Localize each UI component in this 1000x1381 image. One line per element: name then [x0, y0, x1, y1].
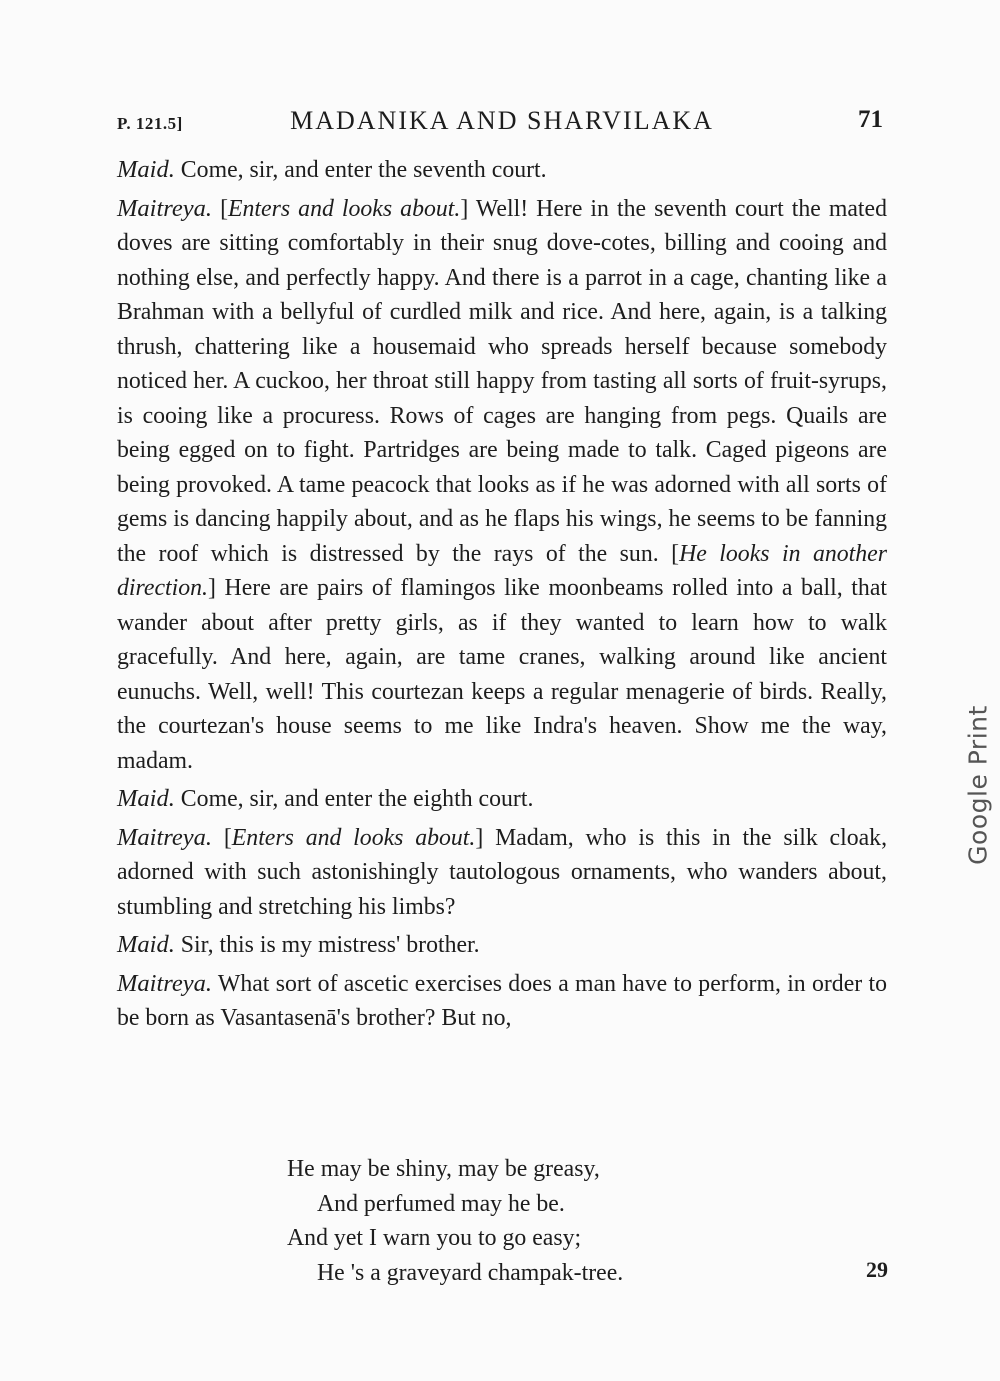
dialogue-paragraph [117, 192, 887, 779]
dialogue-text: ] Here are pairs of flamingos like moonbeams rolled into a ball, that wander about after pretty girls, as if they wanted to learn how to walk gracefully. And here, again, are tame cranes, walking around like ancient eunuchs. Well, well! This courtezan keeps a regular menagerie of birds. Really, the courtezan's house seems to me like Indra's heaven. Show me the way, madam. [117, 575, 887, 774]
dialogue-paragraph [117, 821, 887, 925]
dialogue-paragraph [117, 782, 887, 817]
running-header [117, 104, 887, 140]
verse-line: He 's a graveyard champak-tree. [317, 1259, 624, 1286]
dialogue-text: What sort of ascetic exercises does a man have to perform, in order to be born as Vasantasenā's brother? But no, [117, 970, 887, 1031]
dialogue-text: Sir, this is my mistress' brother. [174, 932, 480, 958]
verse-line: And perfumed may he be. [317, 1190, 565, 1217]
dialogue-paragraph [117, 967, 887, 1036]
speaker-name: Maid. [117, 931, 175, 958]
speaker-name: Maitreya. [117, 969, 213, 997]
dialogue-text: Come, sir, and enter the eighth court. [174, 786, 534, 812]
speaker-name: Maid. [117, 785, 175, 812]
speaker-name: Maitreya. [117, 823, 213, 851]
dialogue-text: Well! Here in the seventh court the mated doves are sitting comfortably in their snug dove-cotes, billing and cooing and nothing else, and perfectly happy. And there is a parrot in a cage, chanting like a Brahman with a bellyful of curdled milk and rice. And here, again, is a talking thrush, chattering like a housemaid who spreads herself because somebody noticed her. A cuckoo, her throat still happy from tasting all sorts of fruit-syrups, is cooing like a procuress. Rows of cages are hanging from pegs. Quails are being egged on to fight. Partridges are being made to talk. Caged pigeons are being provoked. A tame peacock that looks as if he was adorned with all sorts of gems is dancing happily about, and as he flaps his wings, he seems to be fanning the roof which is distressed by the rays of the sun. [ [117, 195, 887, 567]
section-reference: P. 121.5] [117, 114, 183, 133]
dialogue-text: Madam, who is this in the silk cloak, adorned with such astonishingly tautologous ornaments, who wanders about, stumbling and stretching his limbs? [117, 824, 888, 920]
dialogue-paragraph [117, 153, 887, 188]
verse-block [287, 1152, 887, 1290]
bracket: ] [475, 824, 496, 851]
verse-line: He may be shiny, may be greasy, [287, 1156, 600, 1182]
bracket: [ [212, 824, 232, 851]
dialogue-text: Come, sir, and enter the seventh court. [174, 157, 547, 183]
google-print-watermark: Google Print [963, 705, 993, 865]
page-body [117, 153, 887, 1040]
verse-number: 29 [866, 1257, 888, 1282]
dialogue-paragraph [117, 928, 887, 963]
page-title: MADANIKA AND SHARVILAKA [290, 106, 714, 135]
bracket: [ [212, 195, 228, 222]
stage-direction: Enters and looks about. [231, 824, 476, 851]
page-number: 71 [858, 106, 883, 133]
speaker-name: Maid. [117, 156, 175, 183]
bracket: ] [460, 195, 476, 222]
stage-direction: Enters and looks about. [228, 195, 461, 222]
speaker-name: Maitreya. [117, 194, 213, 222]
stage-direction: He looks in another direction. [117, 540, 887, 601]
verse-line: And yet I warn you to go easy; [287, 1225, 582, 1251]
